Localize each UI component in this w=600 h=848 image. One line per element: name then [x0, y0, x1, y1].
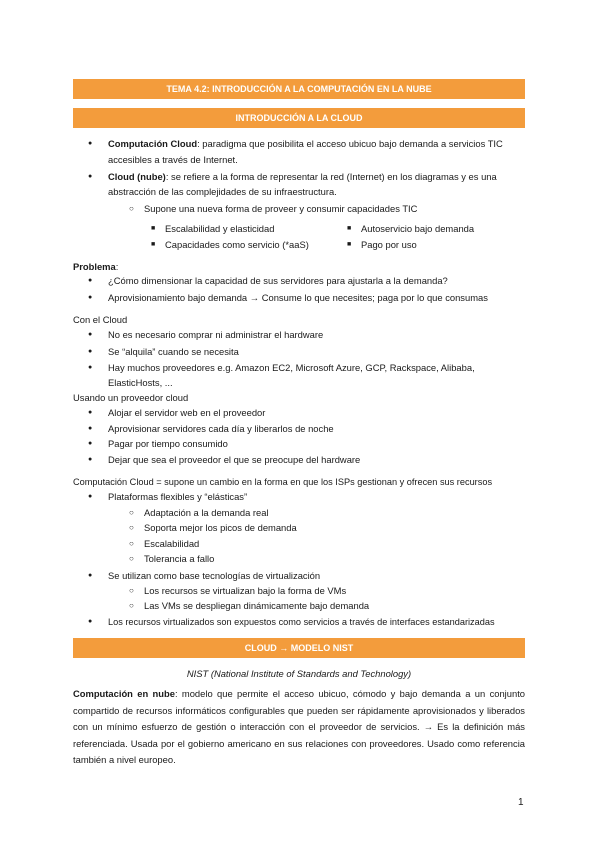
section-header-intro: INTRODUCCIÓN A LA CLOUD: [73, 108, 525, 128]
computacion-sub-1: ○ Adaptación a la demanda real: [144, 506, 269, 520]
document-title-bar: TEMA 4.2: INTRODUCCIÓN A LA COMPUTACIÓN EN LA NUBE: [73, 79, 525, 99]
page-number: 1: [518, 797, 524, 808]
problema-bullet-2: ● Aprovisionamiento bajo demanda → Consume lo que necesites; paga por lo que consumas: [108, 291, 488, 305]
usando-bullet-2: ● Aprovisionar servidores cada día y liberarlos de noche: [108, 422, 334, 436]
capability-item-1: ■ Escalabilidad y elasticidad: [165, 222, 274, 236]
term-computacion-nube: Computación en nube: [73, 688, 175, 699]
capability-item-2: ■ Autoservicio bajo demanda: [361, 222, 474, 236]
usando-bullet-4: ● Dejar que sea el proveedor el que se preocupe del hardware: [108, 453, 360, 467]
computacion-sub-6: ○ Las VMs se despliegan dinámicamente bajo demanda: [144, 599, 369, 613]
nist-subtitle: NIST (National Institute of Standards and Technology): [186, 668, 412, 679]
problema-heading-text: Problema: [73, 261, 116, 272]
usando-bullet-3: ● Pagar por tiempo consumido: [108, 437, 228, 451]
computacion-heading: Computación Cloud = supone un cambio en la forma en que los ISPs gestionan y ofrecen sus recursos: [73, 477, 493, 487]
capability-item-4: ■ Pago por uso: [361, 238, 417, 252]
con-cloud-bullet-3-cont: ElasticHosts, ...: [108, 377, 173, 388]
computacion-sub-2: ○ Soporta mejor los picos de demanda: [144, 521, 297, 535]
con-cloud-bullet-3: ● Hay muchos proveedores e.g. Amazon EC2, Microsoft Azure, GCP, Rackspace, Alibaba,: [108, 361, 475, 375]
computacion-bullet-1: ● Plataformas flexibles y “elásticas”: [108, 490, 247, 504]
nist-definition-text: : modelo que permite el acceso ubicuo, cómodo y bajo demanda a un conjunto compartido de recursos informáticos configurables que pueden ser rápidamente aprovisionados y liberados con un mínimo esfuerzo de gestión o interacción con el proveedor de servicios. → Es la definición más referenciada. Usada por el gobierno americano en sus relaciones con proveedores. Usado como referencia también a nivel europeo.: [73, 688, 526, 765]
intro-bullet-1: [108, 137, 503, 151]
intro-bullet-2-cont: abstracción de las complejidades de su infraestructura.: [108, 186, 337, 197]
computacion-bullet-2: ● Se utilizan como base tecnologías de virtualización: [108, 569, 320, 583]
intro-bullet-2-text: : se refiere a la forma de representar la red (Internet) en los diagramas y es una: [165, 171, 497, 182]
capability-item-3: ■ Capacidades como servicio (*aaS): [165, 238, 309, 252]
nist-definition: [73, 686, 525, 769]
problema-bullet-1: ● ¿Cómo dimensionar la capacidad de sus servidores para ajustarla a la demanda?: [108, 274, 448, 288]
computacion-sub-3: ○ Escalabilidad: [144, 537, 199, 551]
usando-heading: Usando un proveedor cloud: [73, 392, 189, 403]
intro-bullet-1-cont: accesibles a través de Internet.: [108, 154, 238, 165]
term-computacion-cloud: Computación Cloud: [108, 138, 198, 149]
problema-heading: [73, 260, 118, 274]
computacion-bullet-3: ● Los recursos virtualizados son expuestos como servicios a través de interfaces estandarizadas: [108, 615, 495, 629]
usando-bullet-1: ● Alojar el servidor web en el proveedor: [108, 406, 265, 420]
intro-bullet-2: [108, 170, 497, 184]
term-cloud-nube: Cloud (nube): [108, 171, 166, 182]
computacion-sub-4: ○ Tolerancia a fallo: [144, 552, 214, 566]
intro-sub-item: ○ Supone una nueva forma de proveer y consumir capacidades TIC: [144, 202, 417, 216]
con-cloud-heading: Con el Cloud: [73, 314, 128, 325]
con-cloud-bullet-1: ● No es necesario comprar ni administrar el hardware: [108, 328, 323, 342]
section-header-nist: CLOUD → MODELO NIST: [73, 638, 525, 658]
computacion-sub-5: ○ Los recursos se virtualizan bajo la forma de VMs: [144, 584, 346, 598]
con-cloud-bullet-2: ● Se “alquila” cuando se necesita: [108, 345, 239, 359]
problema-heading-colon: :: [115, 261, 119, 272]
intro-bullet-1-text: : paradigma que posibilita el acceso ubicuo bajo demanda a servicios TIC: [197, 138, 503, 149]
